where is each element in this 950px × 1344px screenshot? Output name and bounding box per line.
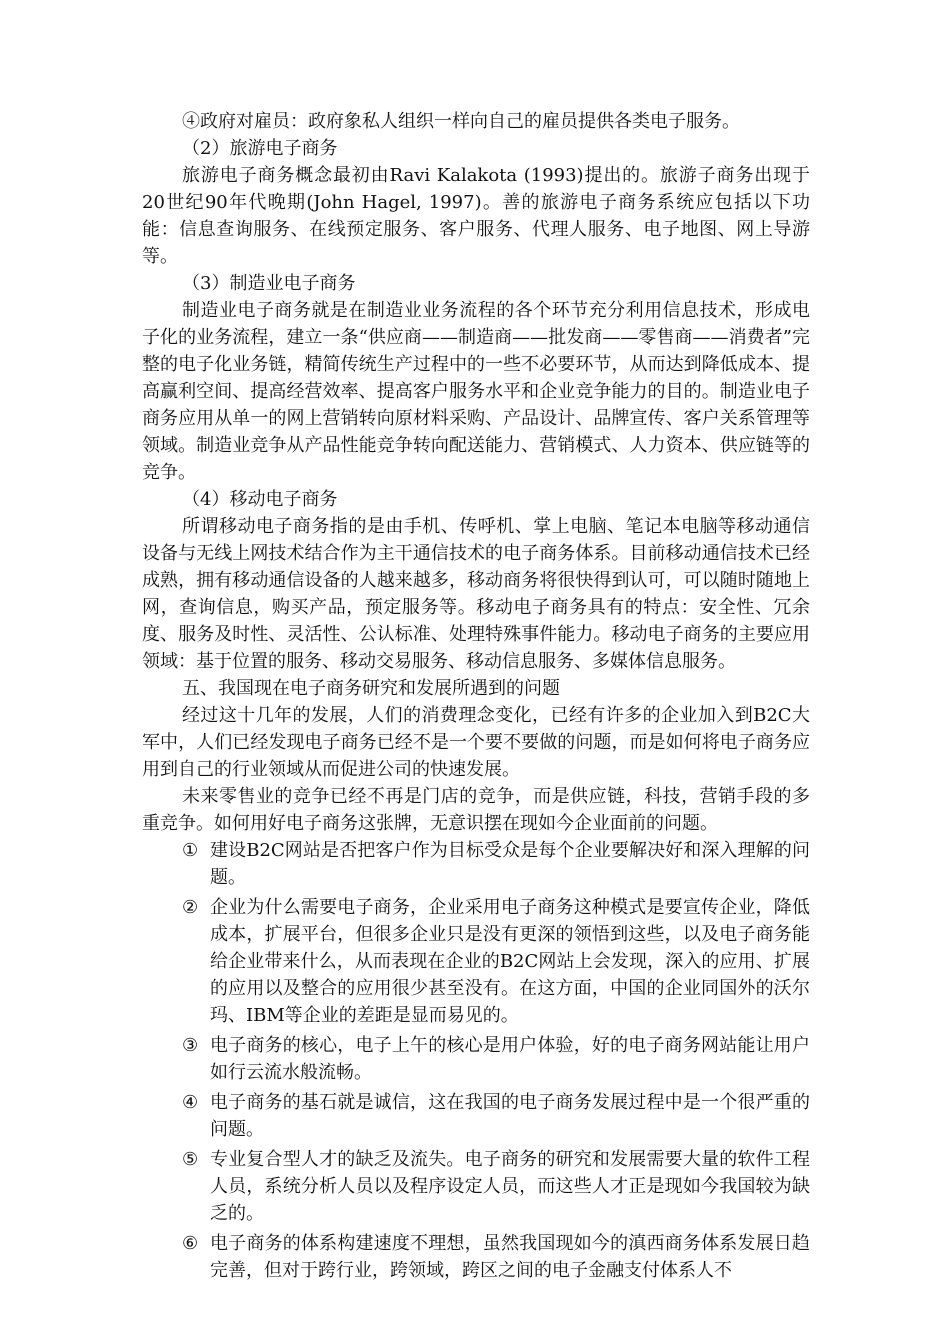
list-text: 电子商务的基石就是诚信，这在我国的电子商务发展过程中是一个很严重的问题。 (210, 1092, 810, 1140)
problem-list (142, 837, 810, 1284)
list-number: ⑥ (182, 1233, 199, 1254)
list-item (142, 1230, 810, 1284)
paragraph-gov-employee: ④政府对雇员：政府象私人组织一样向自己的雇员提供各类电子服务。 (182, 111, 740, 132)
list-text: 电子商务的体系构建速度不理想，虽然我国现如今的滇西商务体系发展日趋完善，但对于跨行业，跨领域，跨区之间的电子金融支付体系人不 (210, 1233, 810, 1281)
list-text: 电子商务的核心，电子上午的核心是用户体验，好的电子商务网站能让用户如行云流水般流畅。 (210, 1035, 810, 1083)
list-number: ④ (182, 1092, 199, 1113)
paragraph-retail-competition: 未来零售业的竞争已经不再是门店的竞争，而是供应链，科技，营销手段的多重竞争。如何用好电子商务这张牌，无意识摆在现如今企业面前的问题。 (142, 786, 810, 834)
list-number: ① (182, 840, 199, 861)
paragraph-mobile-ecommerce: 所谓移动电子商务指的是由手机、传呼机、掌上电脑、笔记本电脑等移动通信设备与无线上网技术结合作为主干通信技术的电子商务体系。目前移动通信技术已经成熟，拥有移动通信设备的人越来越多，移动商务将很快得到认可，可以随时随地上网，查询信息，购买产品，预定服务等。移动电子商务具有的特点：安全性、冗余度、服务及时性、灵活性、公认标准、处理特殊事件能力。移动电子商务的主要应用领域：基于位置的服务、移动交易服务、移动信息服务、多媒体信息服务。 (142, 516, 810, 672)
heading-travel-ecommerce: （2）旅游电子商务 (182, 138, 338, 159)
list-item (142, 837, 810, 891)
list-item (142, 1032, 810, 1086)
heading-mobile-ecommerce: （4）移动电子商务 (182, 489, 338, 510)
list-text: 建设B2C网站是否把客户作为目标受众是每个企业要解决好和深入理解的问题。 (210, 840, 810, 888)
heading-manufacturing-ecommerce: （3）制造业电子商务 (182, 273, 356, 294)
list-number: ③ (182, 1035, 199, 1056)
paragraph-development: 经过这十几年的发展，人们的消费理念变化，已经有许多的企业加入到B2C大军中，人们已经发现电子商务已经不是一个要不要做的问题，而是如何将电子商务应用到自己的行业领域从而促进公司的快速发展。 (142, 705, 810, 780)
list-item (142, 894, 810, 1029)
document-body (142, 108, 810, 1287)
list-text: 专业复合型人才的缺乏及流失。电子商务的研究和发展需要大量的软件工程人员，系统分析人员以及程序设定人员，而这些人才正是现如今我国较为缺乏的。 (210, 1149, 810, 1224)
list-text: 企业为什么需要电子商务，企业采用电子商务这种模式是要宣传企业，降低成本，扩展平台，但很多企业只是没有更深的领悟到这些，以及电子商务能给企业带来什么，从而表现在企业的B2C网站上会发现，深入的应用、扩展的应用以及整合的应用很少甚至没有。在这方面，中国的企业同国外的沃尔玛、IBM等企业的差距是显而易见的。 (210, 897, 810, 1026)
paragraph-manufacturing-ecommerce: 制造业电子商务就是在制造业业务流程的各个环节充分利用信息技术，形成电子化的业务流程，建立一条“供应商——制造商——批发商——零售商——消费者”完整的电子化业务链，精简传统生产过程中的一些不必要环节，从而达到降低成本、提高赢利空间、提高经营效率、提高客户服务水平和企业竞争能力的目的。制造业电子商务应用从单一的网上营销转向原材料采购、产品设计、品牌宣传、客户关系管理等领域。制造业竞争从产品性能竞争转向配送能力、营销模式、人力资本、供应链等的竞争。 (142, 300, 810, 483)
paragraph-travel-ecommerce: 旅游电子商务概念最初由Ravi Kalakota (1993)提出的。旅游子商务出现于20世纪90年代晚期(John Hagel, 1997)。善的旅游电子商务系统应包括以下功能：信息查询服务、在线预定服务、客户服务、代理人服务、电子地图、网上导游等。 (142, 165, 810, 267)
section-heading-problems: 五、我国现在电子商务研究和发展所遇到的问题 (182, 678, 560, 699)
list-number: ② (182, 897, 199, 918)
list-item (142, 1146, 810, 1227)
list-number: ⑤ (182, 1149, 199, 1170)
list-item (142, 1089, 810, 1143)
